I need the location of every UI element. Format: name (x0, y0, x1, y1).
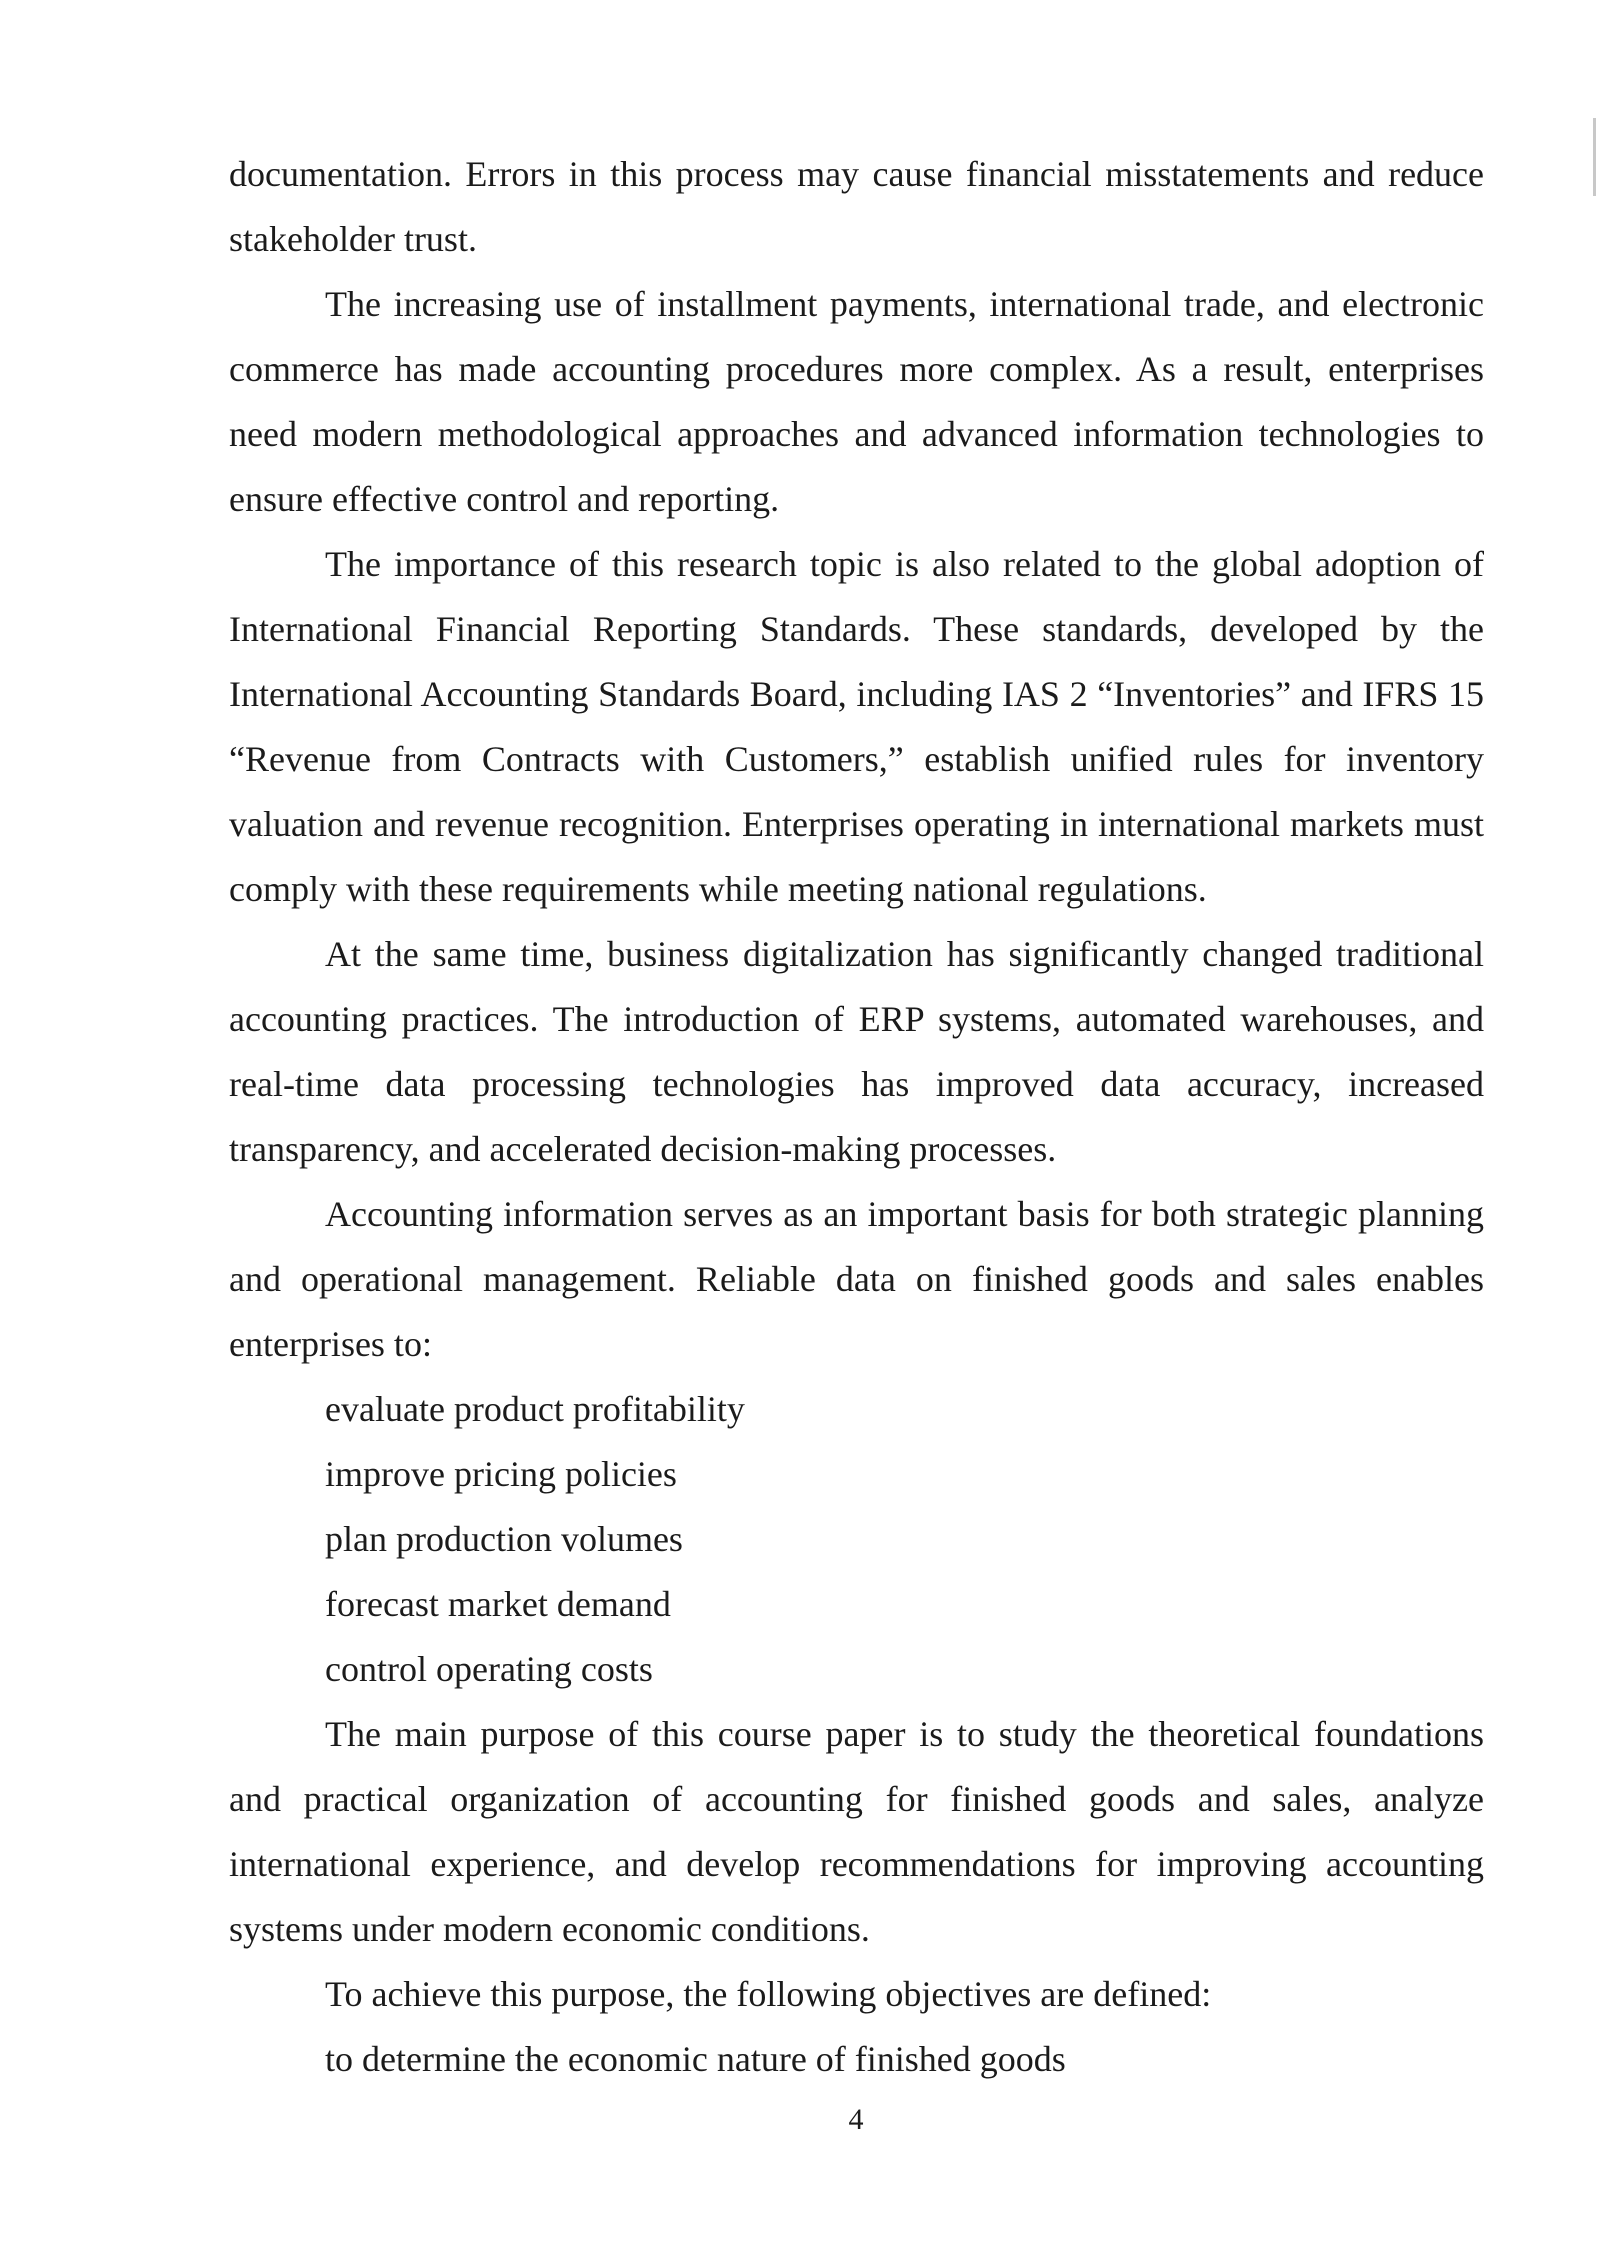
page-number: 4 (848, 2103, 864, 2136)
list-item: forecast market demand (325, 1584, 671, 1624)
paragraph: documentation. Errors in this process may cause financial misstatements and reduce stakeholder trust. (229, 154, 1484, 259)
paragraph: Accounting information serves as an important basis for both strategic planning and operational management. Reliable data on finished goods and sales enables enterprises to: (229, 1194, 1484, 1364)
list-item: improve pricing policies (325, 1454, 677, 1494)
body-text (229, 142, 1484, 2092)
list-item: control operating costs (325, 1649, 653, 1689)
paragraph: To achieve this purpose, the following objectives are defined: (325, 1974, 1212, 2014)
paragraph: The importance of this research topic is also related to the global adoption of International Financial Reporting Standards. These standards, developed by the International Accounting Standards Board, including IAS 2 “Inventories” and IFRS 15 “Revenue from Contracts with Customers,” establish unified rules for inventory valuation and revenue recognition. Enterprises operating in international markets must comply with these requirements while meeting national regulations. (229, 544, 1484, 909)
margin-mark (1593, 118, 1596, 196)
paragraph: At the same time, business digitalization has significantly changed traditional accounting practices. The introduction of ERP systems, automated warehouses, and real-time data processing technologies has improved data accuracy, increased transparency, and accelerated decision-making processes. (229, 934, 1484, 1169)
objective-item: to determine the economic nature of finished goods (325, 2039, 1066, 2079)
paragraph: The main purpose of this course paper is to study the theoretical foundations and practical organization of accounting for finished goods and sales, analyze international experience, and develop recommendations for improving accounting systems under modern economic conditions. (229, 1714, 1484, 1949)
paragraph: The increasing use of installment payments, international trade, and electronic commerce has made accounting procedures more complex. As a result, enterprises need modern methodological approaches and advanced information technologies to ensure effective control and reporting. (229, 284, 1484, 519)
list-item: plan production volumes (325, 1519, 683, 1559)
list-item: evaluate product profitability (325, 1389, 745, 1429)
